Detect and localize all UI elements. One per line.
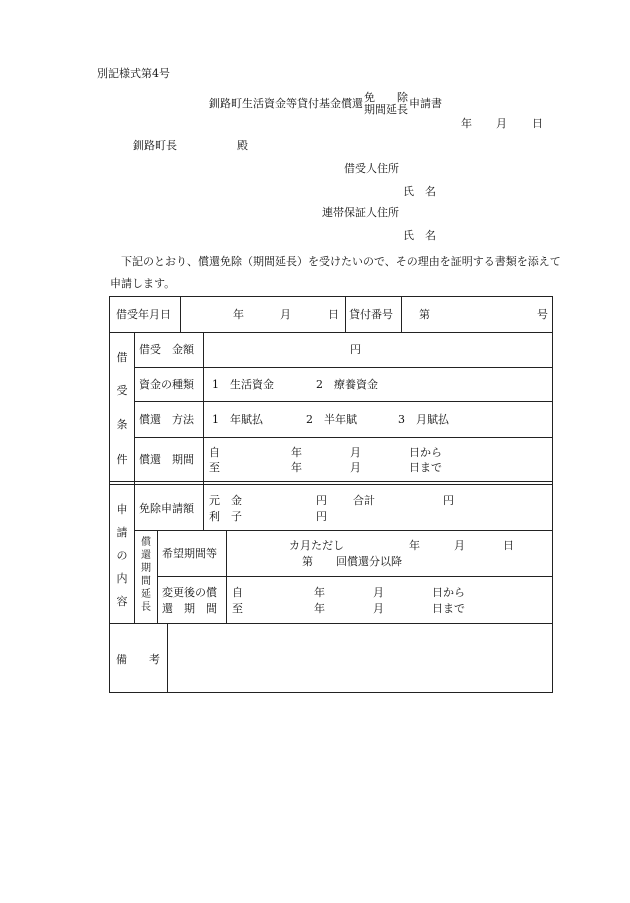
interest-label: 利 子 <box>209 510 242 523</box>
title-prefix: 釧路町生活資金等貸付基金償還 <box>209 97 363 110</box>
col-divider <box>167 623 168 693</box>
row-divider <box>110 623 553 624</box>
date-month-label: 月 <box>496 117 507 130</box>
row-divider <box>110 481 553 482</box>
loan-number-label: 貸付番号 <box>349 308 393 321</box>
honorific: 殿 <box>237 139 248 152</box>
form-number-label: 別記様式第4号 <box>97 67 170 80</box>
period-to-year: 年 <box>291 461 302 474</box>
loan-number-prefix: 第 <box>419 308 430 321</box>
guarantor-address-label: 連帯保証人住所 <box>322 206 399 219</box>
section-label-conditions-3: 条 <box>116 418 128 431</box>
section-label-application-3: の <box>116 549 128 562</box>
installment-after-label: 回償還分以降 <box>336 555 402 568</box>
changed-to-year: 年 <box>314 602 325 615</box>
row-divider <box>134 437 553 438</box>
repayment-method-option-1: 1 年賦払 <box>212 413 263 426</box>
borrow-amount-label: 借受 金額 <box>139 343 194 356</box>
section-label-application-4: 内 <box>116 572 128 585</box>
section-label-extension-3: 期 <box>141 563 151 574</box>
changed-from-day: 日から <box>432 586 465 599</box>
desired-period-label: 希望期間等 <box>162 547 217 560</box>
desired-month-label: 月 <box>454 539 465 552</box>
row-divider <box>157 576 553 577</box>
repayment-method-option-2: 2 半年賦 <box>306 413 357 426</box>
title-option-extension: 期間延長 <box>364 103 408 116</box>
principal-label: 元 金 <box>209 494 242 507</box>
application-statement: 下記のとおり、償還免除（期間延長）を受けたいので、その理由を証明する書類を添えて申請します。 <box>110 255 561 290</box>
changed-to-day: 日まで <box>432 602 465 615</box>
guarantor-name-label: 氏 名 <box>403 229 436 242</box>
row-divider <box>134 367 553 368</box>
repayment-method-option-3: 3 月賦払 <box>398 413 449 426</box>
period-to-label: 至 <box>209 461 220 474</box>
title-option-stack <box>364 92 408 116</box>
section-label-extension-1: 償 <box>141 537 151 548</box>
period-to-day: 日まで <box>409 461 442 474</box>
borrow-amount-yen: 円 <box>350 343 361 356</box>
section-label-extension-2: 還 <box>141 550 151 561</box>
total-label: 合計 <box>353 494 375 507</box>
remarks-label: 備 考 <box>116 653 160 666</box>
borrow-month-label: 月 <box>280 308 291 321</box>
changed-period-label-line1: 変更後の償 <box>162 586 217 599</box>
principal-yen: 円 <box>316 494 327 507</box>
title-suffix: 申請書 <box>409 97 442 110</box>
date-year-label: 年 <box>461 117 472 130</box>
borrower-address-label: 借受人住所 <box>344 162 399 175</box>
col-divider <box>203 332 204 530</box>
col-divider <box>134 332 135 623</box>
title-option-exemption: 免 除 <box>364 91 408 104</box>
section-label-conditions-4: 件 <box>116 453 128 466</box>
section-label-conditions-2: 受 <box>116 384 128 397</box>
section-label-extension-4: 間 <box>141 576 151 587</box>
row-divider <box>110 332 553 333</box>
col-divider <box>226 530 227 623</box>
period-from-label: 自 <box>209 446 220 459</box>
months-proviso: カ月ただし <box>289 539 344 552</box>
row-divider-double <box>110 484 553 485</box>
application-table <box>109 296 553 693</box>
section-label-extension-6: 長 <box>141 602 151 613</box>
section-label-application-2: 請 <box>116 526 128 539</box>
changed-from-label: 自 <box>232 586 243 599</box>
desired-year-label: 年 <box>409 539 420 552</box>
section-label-conditions-1: 借 <box>116 351 128 364</box>
desired-day-label: 日 <box>503 539 514 552</box>
borrow-day-label: 日 <box>328 308 339 321</box>
period-to-month: 月 <box>350 461 361 474</box>
changed-to-label: 至 <box>232 602 243 615</box>
col-divider <box>345 297 346 332</box>
recipient: 釧路町長 <box>133 139 177 152</box>
section-label-extension-5: 延 <box>141 589 151 600</box>
col-divider <box>401 297 402 332</box>
changed-to-month: 月 <box>373 602 384 615</box>
row-divider <box>134 530 553 531</box>
period-from-year: 年 <box>291 446 302 459</box>
repayment-period-label: 償還 期間 <box>139 453 194 466</box>
col-divider <box>157 530 158 623</box>
changed-from-month: 月 <box>373 586 384 599</box>
fund-type-label: 資金の種類 <box>139 378 194 391</box>
date-day-label: 日 <box>532 117 543 130</box>
row-divider <box>134 401 553 402</box>
form-title <box>209 92 442 116</box>
borrow-year-label: 年 <box>233 308 244 321</box>
loan-number-suffix: 号 <box>537 308 548 321</box>
total-yen: 円 <box>443 494 454 507</box>
section-label-application-5: 容 <box>116 595 128 608</box>
exemption-amount-label: 免除申請額 <box>139 502 194 515</box>
col-divider <box>180 297 181 332</box>
interest-yen: 円 <box>316 510 327 523</box>
fund-type-option-1: 1 生活資金 <box>212 378 274 391</box>
borrow-date-label: 借受年月日 <box>116 308 171 321</box>
changed-period-label-line2: 還 期 間 <box>162 602 217 615</box>
borrower-name-label: 氏 名 <box>403 185 436 198</box>
repayment-method-label: 償還 方法 <box>139 413 194 426</box>
section-label-application-1: 申 <box>116 503 128 516</box>
nth-label: 第 <box>302 555 313 568</box>
period-from-month: 月 <box>350 446 361 459</box>
period-from-day: 日から <box>409 446 442 459</box>
fund-type-option-2: 2 療養資金 <box>316 378 378 391</box>
changed-from-year: 年 <box>314 586 325 599</box>
